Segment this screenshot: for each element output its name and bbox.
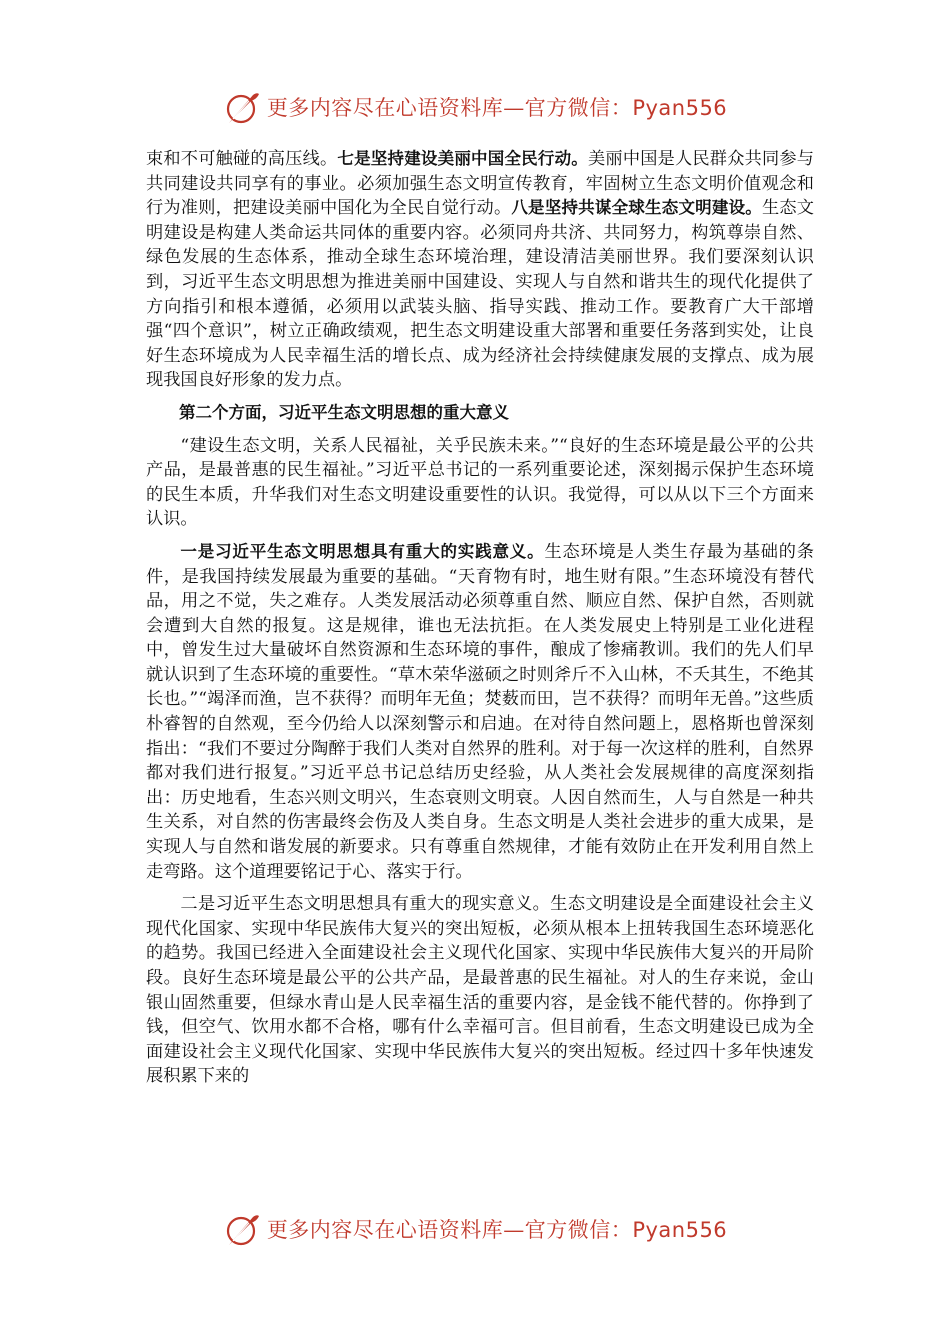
quill-logo-icon — [223, 1209, 263, 1249]
banner-text: 更多内容尽在心语资料库—官方微信：Pyan556 — [266, 96, 728, 120]
paragraph: 一是习近平生态文明思想具有重大的实践意义。生态环境是人类生存最为基础的条件，是我国持续发展最为重要的基础。“天育物有时，地生财有限。”生态环境没有替代品，用之不觉，失之难存。人类发展活动必须尊重自然、顺应自然、保护自然，否则就会遭到大自然的报复。这是规律，谁也无法抗拒。在人类发展史上特别是工业化进程中，曾发生过大量破坏自然资源和生态环境的事件，酿成了惨痛教训。我们的先人们早就认识到了生态环境的重要性。“草木荣华滋硕之时则斧斤不入山林，不夭其生，不绝其长也。”“竭泽而渔，岂不获得？而明年无鱼；焚薮而田，岂不获得？而明年无兽。”这些质朴睿智的自然观，至今仍给人以深刻警示和启迪。在对待自然问题上，恩格斯也曾深刻指出：“我们不要过分陶醉于我们人类对自然界的胜利。对于每一次这样的胜利，自然界都对我们进行报复。”习近平总书记总结历史经验，从人类社会发展规律的高度深刻指出：历史地看，生态兴则文明兴，生态衰则文明衰。人因自然而生，人与自然是一种共生关系，对自然的伤害最终会伤及人类自身。生态文明是人类社会进步的重大成果，是实现人与自然和谐发展的新要求。只有尊重自然规律，才能有效防止在开发利用自然上走弯路。这个道理要铭记于心、落实于行。 — [146, 541, 814, 882]
paragraph: 二是习近平生态文明思想具有重大的现实意义。生态文明建设是全面建设社会主义现代化国家、实现中华民族伟大复兴的突出短板，必须从根本上扭转我国生态环境恶化的趋势。我国已经进入全面建设社会主义现代化国家、实现中华民族伟大复兴的开局阶段。良好生态环境是最公平的公共产品，是最普惠的民生福祉。对人的生存来说，金山银山固然重要，但绿水青山是人民幸福生活的重要内容，是金钱不能代替的。你挣到了钱，但空气、饮用水都不合格，哪有什么幸福可言。但目前看，生态文明建设已成为全面建设社会主义现代化国家、实现中华民族伟大复兴的突出短板。经过四十多年快速发展积累下来的 — [146, 894, 814, 1087]
paragraph: “建设生态文明，关系人民福祉，关乎民族未来。”“良好的生态环境是最公平的公共产品，是最普惠的民生福祉。”习近平总书记的一系列重要论述，深刻揭示保护生态环境的民生本质，升华我们对生态文明建设重要性的认识。我觉得，可以从以下三个方面来认识。 — [146, 435, 814, 530]
document-body — [146, 147, 814, 1097]
section-heading: 第二个方面，习近平生态文明思想的重大意义 — [179, 402, 509, 422]
paragraph: 束和不可触碰的高压线。七是坚持建设美丽中国全民行动。美丽中国是人民群众共同参与共同建设共同享有的事业。必须加强生态文明宣传教育，牢固树立生态文明价值观念和行为准则，把建设美丽中国化为全民自觉行动。八是坚持共谋全球生态文明建设。生态文明建设是构建人类命运共同体的重要内容。必须同舟共济、共同努力，构筑尊崇自然、绿色发展的生态体系，推动全球生态环境治理，建设清洁美丽世界。我们要深刻认识到，习近平生态文明思想为推进美丽中国建设、实现人与自然和谐共生的现代化提供了方向指引和根本遵循，必须用以武装头脑、指导实践、推动工作。要教育广大干部增强“四个意识”，树立正确政绩观，把生态文明建设重大部署和重要任务落到实处，让良好生态环境成为人民幸福生活的增长点、成为经济社会持续健康发展的支撑点、成为展现我国良好形象的发力点。 — [146, 149, 814, 391]
banner-text: 更多内容尽在心语资料库—官方微信：Pyan556 — [266, 1218, 728, 1242]
footer-banner — [0, 1206, 950, 1252]
quill-logo-icon — [223, 87, 263, 127]
header-banner — [0, 84, 950, 130]
